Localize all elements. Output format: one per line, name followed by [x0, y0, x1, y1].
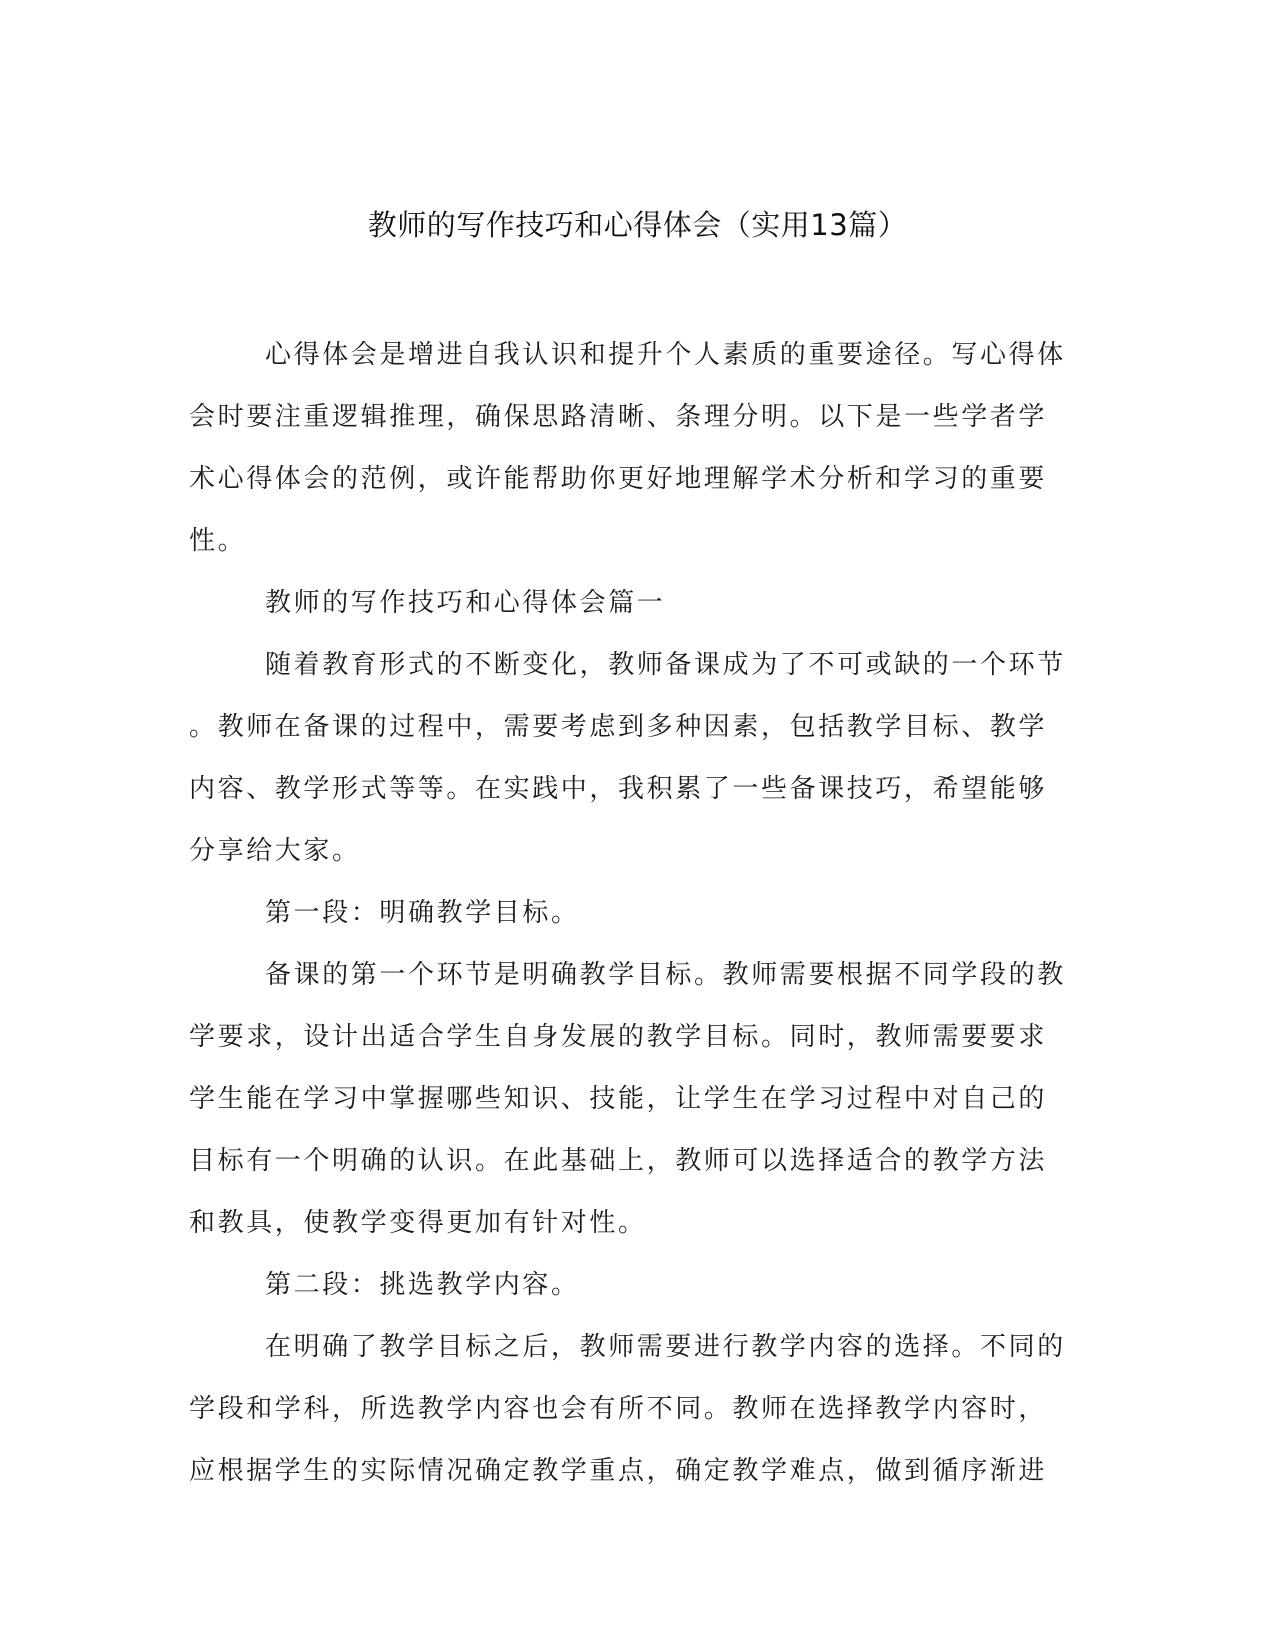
text-line: 和教具，使教学变得更加有针对性。 — [189, 1208, 647, 1238]
text-line: 学要求，设计出适合学生自身发展的教学目标。同时，教师需要要求 — [189, 1022, 1048, 1052]
paragraph — [189, 944, 1084, 1254]
section-heading — [189, 1254, 1084, 1316]
section-heading — [189, 882, 1084, 944]
text-line: 在明确了教学目标之后，教师需要进行教学内容的选择。不同的 — [265, 1332, 1066, 1362]
text-line: 心得体会是增进自我认识和提升个人素质的重要途径。写心得体 — [265, 340, 1066, 370]
document-body — [189, 324, 1084, 1502]
text-line: 。教师在备课的过程中，需要考虑到多种因素，包括教学目标、教学 — [189, 712, 1048, 742]
text-line: 内容、教学形式等等。在实践中，我积累了一些备课技巧，希望能够 — [189, 774, 1048, 804]
section-heading — [189, 572, 1084, 634]
text-line: 随着教育形式的不断变化，教师备课成为了不可或缺的一个环节 — [265, 650, 1066, 680]
paragraph — [189, 634, 1084, 882]
text-line: 学生能在学习中掌握哪些知识、技能，让学生在学习过程中对自己的 — [189, 1084, 1048, 1114]
text-line: 性。 — [189, 526, 247, 556]
document-title: 教师的写作技巧和心得体会（实用13篇） — [367, 208, 908, 242]
text-line: 术心得体会的范例，或许能帮助你更好地理解学术分析和学习的重要 — [189, 464, 1048, 494]
text-line: 学段和学科，所选教学内容也会有所不同。教师在选择教学内容时， — [189, 1394, 1048, 1424]
text-line: 第一段：明确教学目标。 — [265, 898, 580, 928]
text-line: 第二段：挑选教学内容。 — [265, 1270, 580, 1300]
text-line: 应根据学生的实际情况确定教学重点，确定教学难点，做到循序渐进 — [189, 1456, 1048, 1486]
text-line: 分享给大家。 — [189, 836, 361, 866]
text-line: 目标有一个明确的认识。在此基础上，教师可以选择适合的教学方法 — [189, 1146, 1048, 1176]
paragraph-intro — [189, 324, 1084, 572]
text-line: 教师的写作技巧和心得体会篇一 — [265, 588, 666, 618]
paragraph — [189, 1316, 1084, 1502]
text-line: 会时要注重逻辑推理，确保思路清晰、条理分明。以下是一些学者学 — [189, 402, 1048, 432]
text-line: 备课的第一个环节是明确教学目标。教师需要根据不同学段的教 — [265, 960, 1066, 990]
